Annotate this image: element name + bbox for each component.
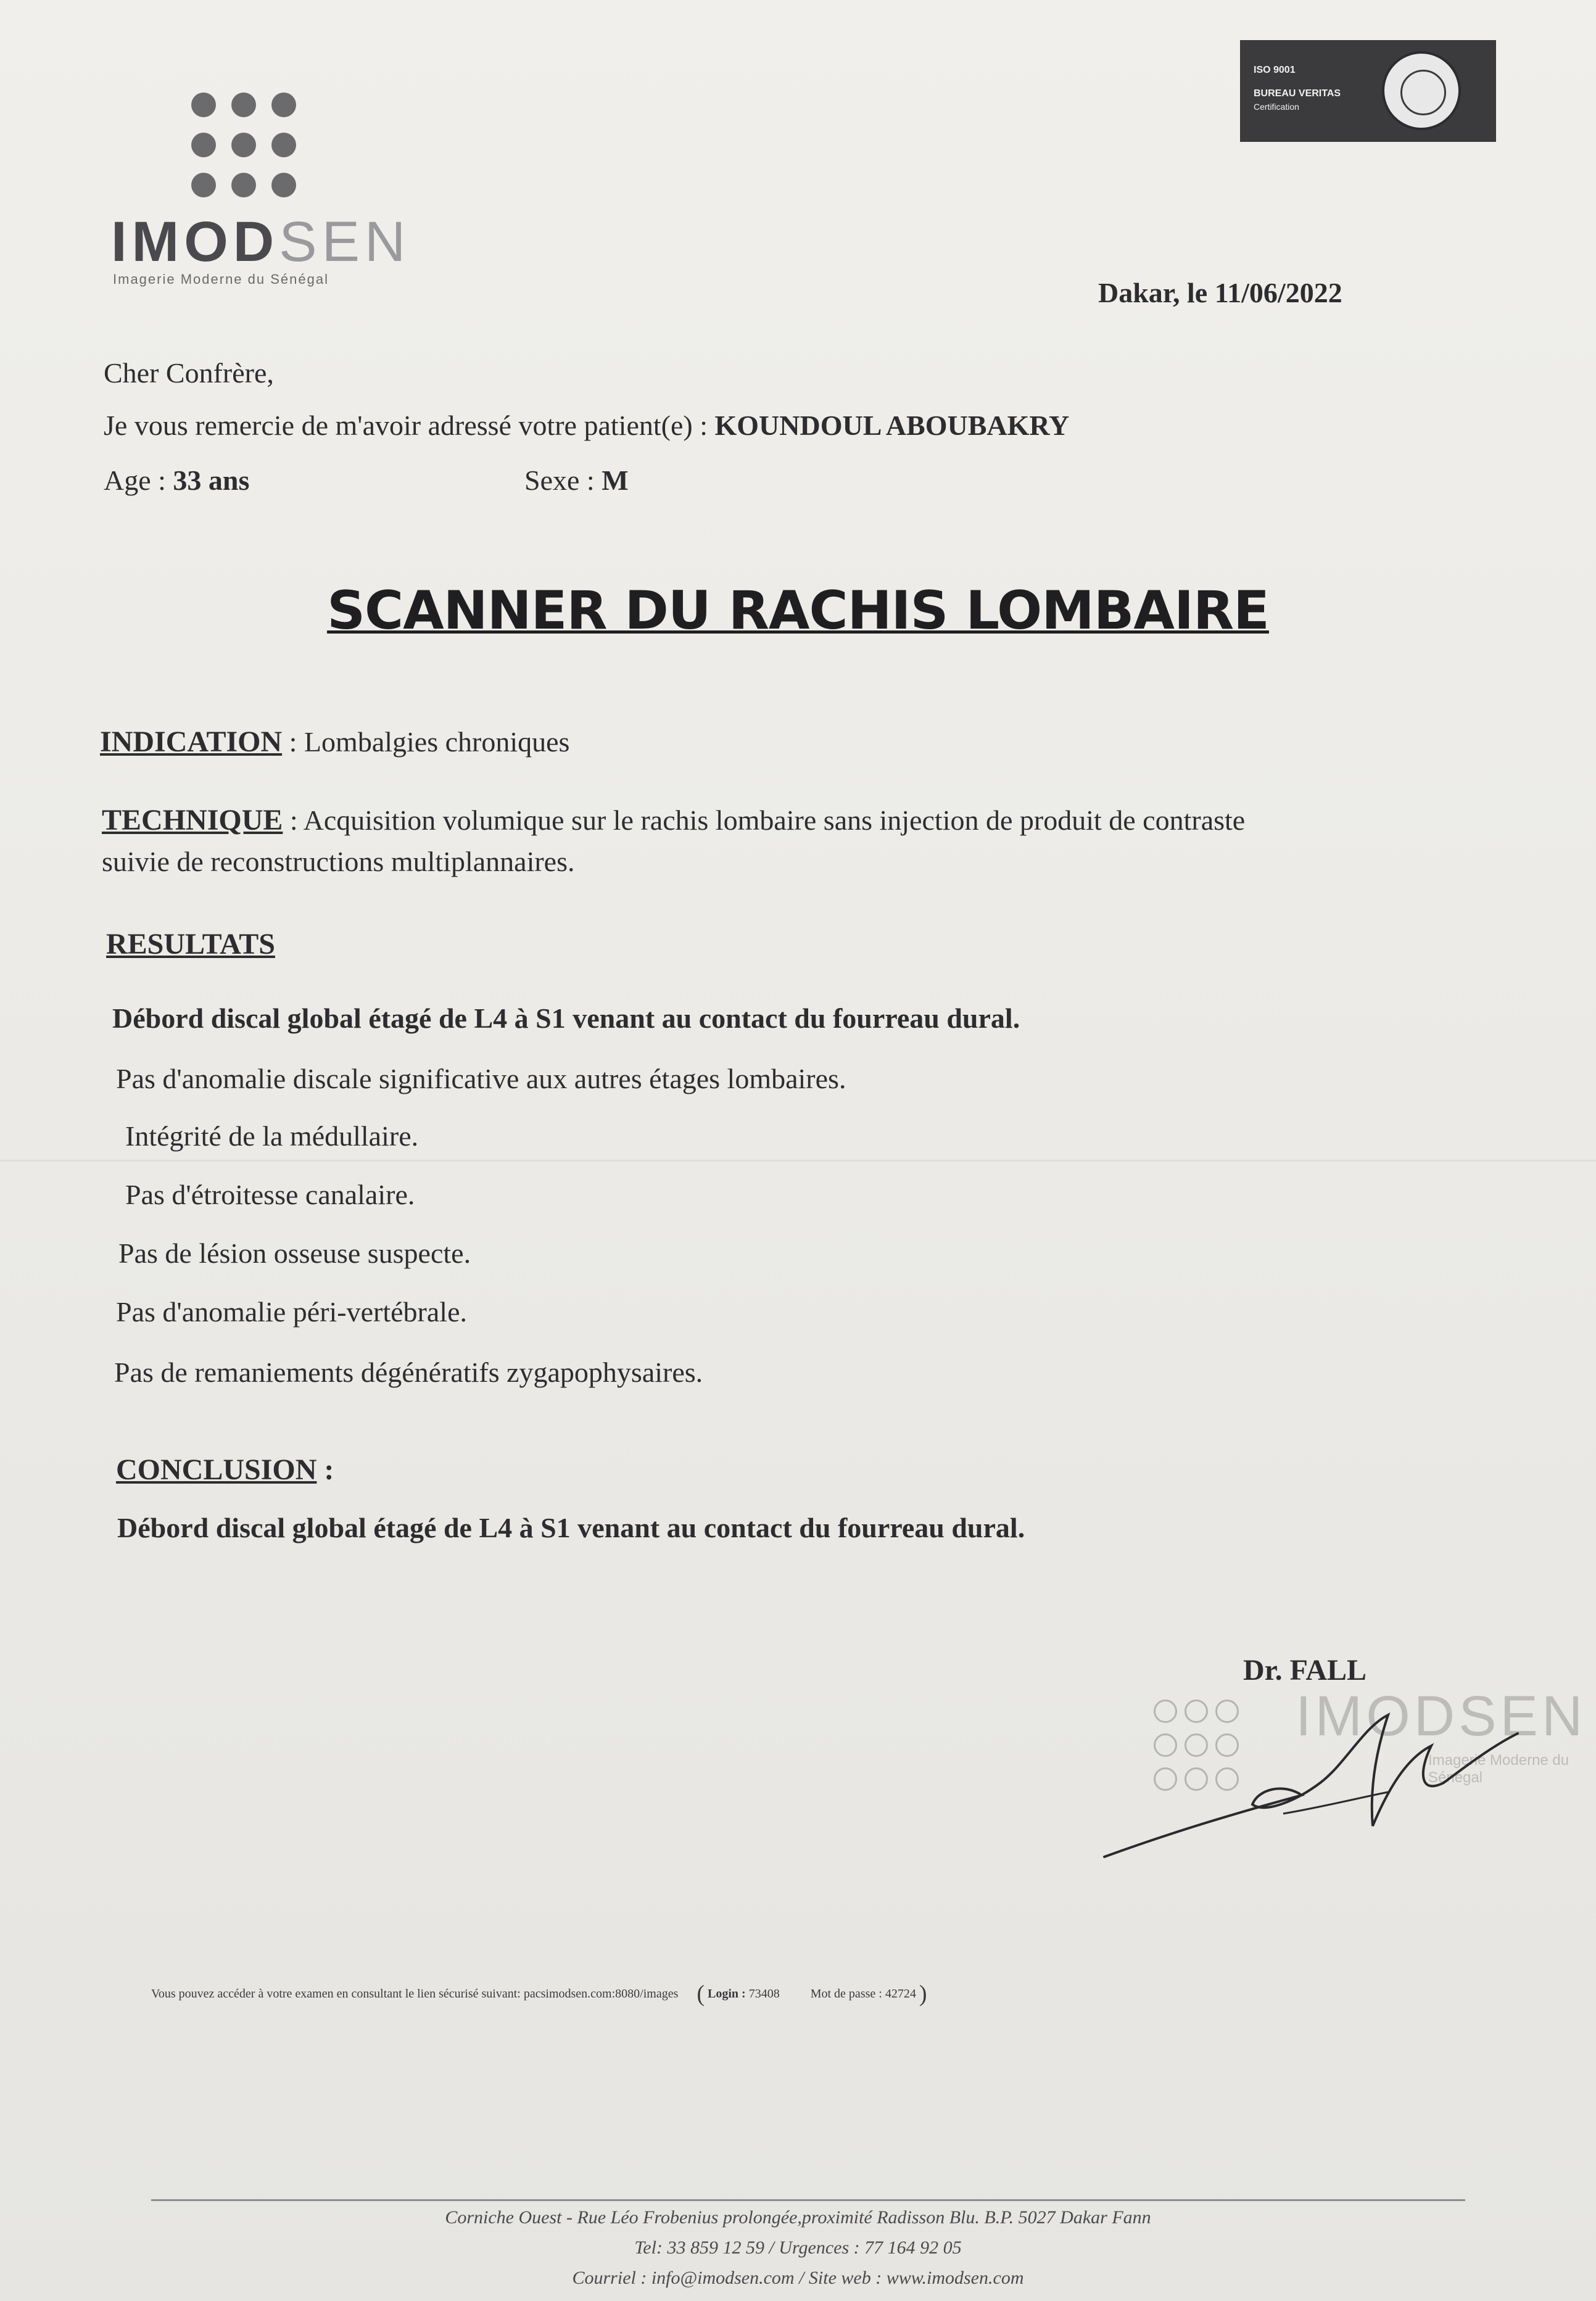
age-field: Age : 33 ans	[104, 465, 250, 496]
greeting: Cher Confrère,	[104, 357, 274, 389]
footer-phone: Tel: 33 859 12 59 / Urgences : 77 164 92 05	[634, 2237, 962, 2258]
clinic-stamp: IMODSEN Imagerie Moderne du Sénégal	[1135, 1684, 1579, 1838]
logo-tagline: Imagerie Moderne du Sénégal	[113, 271, 329, 287]
sex-field: Sexe : M	[524, 465, 629, 496]
handwritten-signature-icon	[1098, 1690, 1530, 1869]
exam-title: SCANNER DU RACHIS LOMBAIRE	[327, 580, 1269, 642]
doctor-name: Dr. FALL	[1243, 1654, 1367, 1687]
exam-title-wrap	[0, 580, 1596, 642]
results-item: Intégrité de la médullaire.	[125, 1120, 419, 1152]
footer-contact: Courriel : info@imodsen.com / Site web : www.imodsen.com	[572, 2268, 1024, 2288]
certification-badge: ISO 9001 BUREAU VERITAS Certification	[1240, 40, 1496, 142]
online-access-line: Vous pouvez accéder à votre examen en consultant le lien sécurisé suivant: pacsimodsen.com:8080/images ( Login : 73408 Mot de passe : 42724 )	[151, 1981, 927, 2007]
results-item: Pas d'anomalie péri-vertébrale.	[116, 1296, 467, 1328]
footer-divider	[151, 2199, 1465, 2201]
results-item: Pas d'anomalie discale significative aux autres étages lombaires.	[116, 1063, 846, 1094]
results-item: Pas de lésion osseuse suspecte.	[118, 1237, 471, 1269]
logo-dots-icon	[191, 93, 308, 204]
patient-name: KOUNDOUL ABOUBAKRY	[714, 410, 1070, 441]
conclusion-heading: CONCLUSION :	[116, 1453, 334, 1486]
logo-wordmark: IMODSEN	[111, 210, 411, 273]
certification-seal-icon	[1382, 51, 1461, 130]
conclusion-text: Débord discal global étagé de L4 à S1 venant au contact du fourreau dural.	[117, 1512, 1025, 1543]
results-item: Pas d'étroitesse canalaire.	[125, 1179, 415, 1210]
results-item: Pas de remaniements dégénératifs zygapophysaires.	[114, 1357, 703, 1388]
technique-line2: suivie de reconstructions multiplannaires.	[102, 846, 575, 877]
letter-date: Dakar, le 11/06/2022	[1098, 277, 1342, 308]
intro-line: Je vous remercie de m'avoir adressé votre patient(e) : KOUNDOUL ABOUBAKRY	[104, 410, 1070, 441]
indication-line: INDICATION : Lombalgies chroniques	[100, 725, 570, 758]
footer-address: Corniche Ouest - Rue Léo Frobenius prolongée,proximité Radisson Blu. B.P. 5027 Dakar Fann	[445, 2207, 1151, 2228]
results-lead: Débord discal global étagé de L4 à S1 venant au contact du fourreau dural.	[112, 1002, 1020, 1034]
results-heading: RESULTATS	[106, 928, 275, 960]
fold-line	[0, 1160, 1596, 1162]
technique-line1: TECHNIQUE : Acquisition volumique sur le rachis lombaire sans injection de produit de contraste	[102, 804, 1246, 837]
